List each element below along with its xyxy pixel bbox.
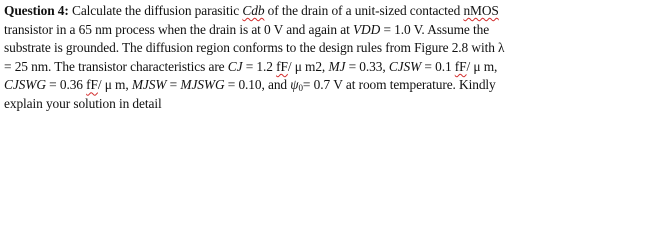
psi-symbol: ψ: [290, 77, 299, 93]
line1-text-a: Calculate the diffusion parasitic: [68, 3, 243, 18]
line4-text-b: = 1.2: [242, 58, 277, 74]
line4-text-d: = 0.33,: [345, 58, 389, 74]
line5-text-c: =: [166, 77, 181, 93]
line5-text-d: = 0.10, and: [224, 77, 291, 93]
line4-text-e: = 0.1: [421, 58, 455, 74]
question-line-1: [4, 2, 653, 21]
psi-subscript: 0: [298, 83, 303, 94]
line4-text-c: / μ m2,: [287, 58, 329, 74]
vdd-term: VDD: [352, 21, 381, 37]
line1-text-b: of the drain of a unit-sized contacted: [264, 3, 464, 18]
ff-unit: fF: [454, 58, 467, 74]
question-line-3: substrate is grounded. The diffusion region conforms to the design rules from Figure 2.8 with λ: [4, 40, 505, 56]
question-line-6: explain your solution in detail: [4, 95, 162, 111]
cj-term: CJ: [227, 58, 243, 74]
cdb-term: Cdb: [242, 3, 265, 18]
question-line-5: [4, 76, 653, 95]
question-label: Question 4:: [4, 3, 69, 18]
mjsw-term: MJSW: [131, 77, 167, 93]
question-line-2: [4, 21, 653, 40]
line4-text-f: / μ m,: [466, 58, 498, 74]
mjswg-term: MJSWG: [180, 77, 225, 93]
ff-unit: fF: [276, 58, 288, 74]
ff-unit: fF: [86, 77, 98, 93]
line4-text-a: = 25 nm. The transistor characteristics are: [4, 58, 228, 74]
line5-text-b: / μ m,: [97, 77, 132, 93]
question-line-4: [4, 58, 653, 77]
cjswg-term: CJSWG: [4, 77, 46, 93]
line5-text-e: = 0.7 V at room temperature. Kindly: [302, 77, 496, 93]
line2-text-a: transistor in a 65 nm process when the drain is at 0 V and again at: [4, 21, 353, 37]
line5-text-a: = 0.36: [45, 77, 87, 93]
nmos-term: nMOS: [463, 3, 499, 18]
line2-text-b: = 1.0 V. Assume the: [380, 21, 490, 37]
cjsw-term: CJSW: [388, 58, 422, 74]
mj-term: MJ: [328, 58, 346, 74]
